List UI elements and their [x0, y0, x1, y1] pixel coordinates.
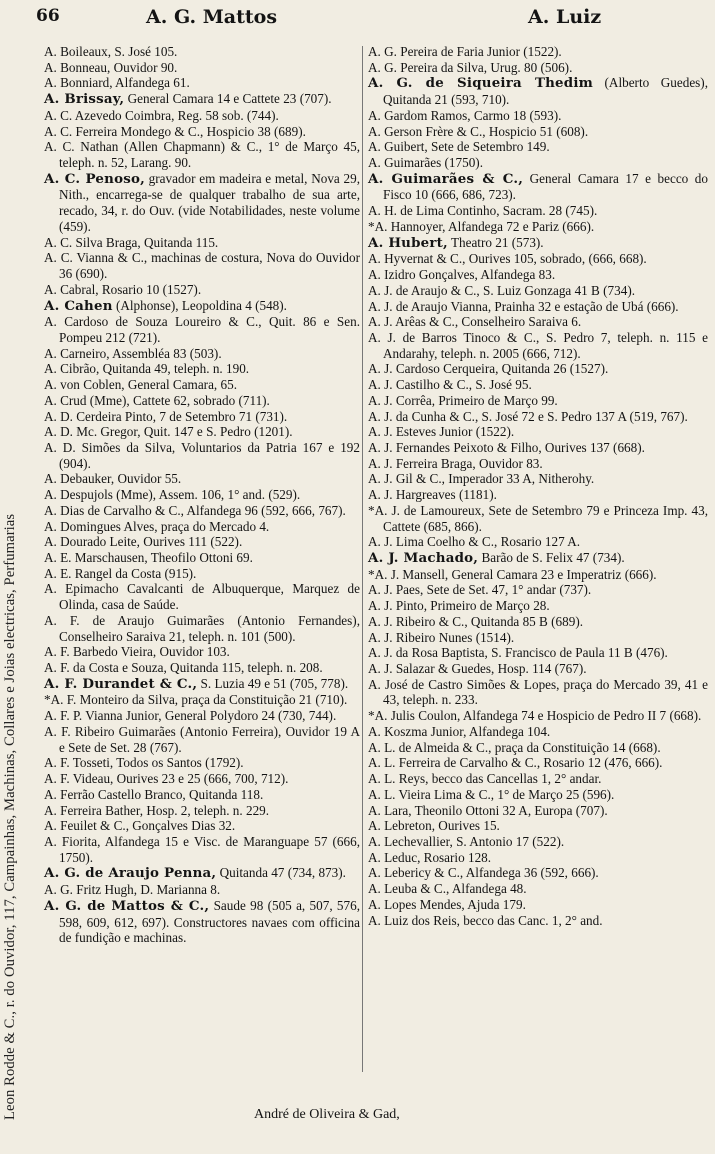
directory-entry — [368, 645, 708, 661]
entry-text: A. J. de Araujo Vianna, Prainha 32 e estação de Ubá (666). — [368, 298, 679, 314]
directory-entry — [368, 361, 708, 377]
directory-entry — [44, 787, 360, 803]
entry-text: A. E. Marschausen, Theofilo Ottoni 69. — [44, 550, 253, 565]
entry-text: A. Bonneau, Ouvidor 90. — [44, 59, 178, 75]
directory-entry — [44, 613, 360, 644]
entry-text: A. C. Vianna & C., machinas de costura, Nova do Ouvidor 36 (690). — [44, 250, 360, 282]
entry-text: A. J. Esteves Junior (1522). — [368, 424, 515, 440]
entry-text: A. Domingues Alves, praça do Mercado 4. — [44, 518, 270, 534]
entry-text: A. F. da Costa e Souza, Quitanda 115, teleph. n. 208. — [44, 660, 323, 676]
directory-entry — [368, 708, 708, 724]
directory-entry — [368, 44, 708, 60]
directory-entry — [44, 60, 360, 76]
directory-entry — [44, 139, 360, 170]
entry-text: A. Gardom Ramos, Carmo 18 (593). — [368, 107, 562, 123]
entry-text: Theatro 21 (573). — [447, 234, 544, 250]
directory-entry — [368, 314, 708, 330]
entry-text: S. Luzia 49 e 51 (705, 778). — [197, 675, 349, 691]
directory-entry — [44, 298, 360, 315]
page-header — [36, 6, 706, 30]
entry-text: A. J. Ribeiro Nunes (1514). — [368, 629, 515, 645]
directory-entry — [44, 692, 360, 708]
directory-entry — [44, 424, 360, 440]
entry-text: A. F. Videau, Ourives 23 e 25 (666, 700, 712). — [44, 771, 289, 787]
directory-entry — [368, 503, 708, 534]
entry-name-bold: A. G. de Mattos & C., — [44, 897, 210, 914]
entry-name-bold: A. G. de Siqueira Thedim — [368, 75, 593, 92]
directory-entry — [44, 834, 360, 865]
directory-entry — [368, 881, 708, 897]
directory-entry — [368, 487, 708, 503]
directory-entry — [368, 139, 708, 155]
entry-text: A. von Coblen, General Camara, 65. — [44, 377, 237, 393]
entry-text: A. Crud (Mme), Cattete 62, sobrado (711). — [44, 392, 270, 408]
vertical-advertisement: Leon Rodde & C., r. do Ouvidor, 117, Campainhas, Machinas, Collares e Joias electricas, Perfumarias — [2, 513, 18, 1120]
directory-entry — [368, 424, 708, 440]
directory-entry — [44, 393, 360, 409]
entry-text: A. D. Cerdeira Pinto, 7 de Setembro 71 (731). — [44, 408, 288, 424]
directory-entry — [368, 235, 708, 252]
entry-text: A. Dias de Carvalho & C., Alfandega 96 (592, 666, 767). — [44, 502, 346, 518]
entry-text: A. J. Hargreaves (1181). — [368, 487, 497, 503]
directory-entry — [44, 250, 360, 281]
directory-entry — [368, 850, 708, 866]
directory-entry — [368, 393, 708, 409]
entry-text: A. H. de Lima Continho, Sacram. 28 (745). — [368, 203, 598, 219]
entry-text: A. Bonniard, Alfandega 61. — [44, 75, 190, 91]
entry-text: A. Ferrão Castello Branco, Quitanda 118. — [44, 786, 264, 802]
directory-entry — [44, 108, 360, 124]
entry-text: A. J. Lima Coelho & C., Rosario 127 A. — [368, 534, 581, 550]
directory-entry — [368, 582, 708, 598]
entry-text: A. J. Castilho & C., S. José 95. — [368, 377, 532, 393]
directory-entry — [368, 550, 708, 567]
entry-text: A. J. Gil & C., Imperador 33 A, Nitherohy. — [368, 471, 595, 487]
directory-entry — [368, 614, 708, 630]
directory-entry — [44, 882, 360, 898]
entry-text: A. Boileaux, S. José 105. — [44, 44, 178, 59]
entry-text: A. Cabral, Rosario 10 (1527). — [44, 281, 202, 297]
entry-text: A. F. Barbedo Vieira, Ouvidor 103. — [44, 644, 230, 660]
entry-text: A. Guimarães (1750). — [368, 155, 483, 171]
footer-advertiser: André de Oliveira & Gad, — [254, 1107, 400, 1122]
entry-text: gravador em madeira e metal, Nova 29, Nith., encarrega-se de qualquer trabalho de sua arte, recado, 34, r. do Ouv. (vide Notabilidades, neste volume (459). — [59, 170, 360, 234]
column-divider — [362, 46, 363, 1072]
entry-text: A. D. Mc. Gregor, Quit. 147 e S. Pedro (1201). — [44, 424, 293, 440]
entry-text: A. Guibert, Sete de Setembro 149. — [368, 139, 550, 155]
entry-text: A. Carneiro, Assembléa 83 (503). — [44, 345, 222, 361]
directory-entry — [44, 91, 360, 108]
directory-entry — [44, 409, 360, 425]
directory-entry — [368, 787, 708, 803]
entry-name-bold: A. J. Machado, — [368, 550, 479, 566]
entry-name-bold: A. G. de Araujo Penna, — [44, 865, 217, 882]
directory-entry — [44, 581, 360, 612]
directory-entry — [44, 724, 360, 755]
entry-text: A. J. da Cunha & C., S. José 72 e S. Pedro 137 A (519, 767). — [368, 408, 688, 424]
directory-entry — [368, 330, 708, 361]
directory-entry — [368, 913, 708, 929]
entry-text: A. J. de Barros Tinoco & C., S. Pedro 7, teleph. n. 115 e Andarahy, teleph. n. 2005 (666, 712). — [368, 329, 708, 361]
directory-entry — [368, 440, 708, 456]
directory-entry — [44, 534, 360, 550]
entry-text: A. J. Corrêa, Primeiro de Março 99. — [368, 392, 558, 408]
entry-text: A. L. de Almeida & C., praça da Constituição 14 (668). — [368, 739, 661, 755]
directory-entry — [44, 771, 360, 787]
entry-text: A. J. Fernandes Peixoto & Filho, Ourives 137 (668). — [368, 439, 645, 455]
entry-text: A. J. Ribeiro & C., Quitanda 85 B (689). — [368, 613, 584, 629]
entry-name-bold: A. C. Penoso, — [44, 170, 145, 187]
directory-entry — [368, 203, 708, 219]
entry-text: A. G. Pereira de Faria Junior (1522). — [368, 44, 562, 59]
directory-entry — [44, 314, 360, 345]
directory-entry — [368, 677, 708, 708]
entry-text: A. G. Pereira da Silva, Urug. 80 (506). — [368, 59, 573, 75]
entry-text: A. José de Castro Simões & Lopes, praça do Mercado 39, 41 e 43, teleph. n. 233. — [368, 676, 708, 708]
directory-entry — [44, 803, 360, 819]
directory-entry — [368, 818, 708, 834]
entry-text: A. Lebericy & C., Alfandega 36 (592, 666). — [368, 865, 599, 881]
directory-entry — [44, 898, 360, 946]
directory-entry — [44, 660, 360, 676]
directory-entry — [368, 471, 708, 487]
directory-entry — [368, 740, 708, 756]
directory-entry — [44, 44, 360, 60]
directory-entry — [44, 865, 360, 882]
directory-entry — [368, 803, 708, 819]
directory-entry — [368, 171, 708, 203]
entry-text: *A. Julis Coulon, Alfandega 74 e Hospicio de Pedro II 7 (668). — [368, 708, 702, 724]
entry-text: *A. F. Monteiro da Silva, praça da Constituição 21 (710). — [44, 692, 348, 708]
directory-entry — [44, 708, 360, 724]
entry-text: A. J. Ferreira Braga, Ouvidor 83. — [368, 455, 543, 471]
directory-entry — [368, 377, 708, 393]
directory-entry — [368, 283, 708, 299]
directory-entry — [368, 124, 708, 140]
entry-text: A. F. de Araujo Guimarães (Antonio Fernandes), Conselheiro Saraiva 21, teleph. n. 101 (500). — [44, 612, 360, 644]
entry-name-bold: A. Hubert, — [368, 234, 448, 251]
directory-entry — [368, 108, 708, 124]
entry-text: A. L. Vieira Lima & C., 1° de Março 25 (596). — [368, 786, 615, 802]
entry-text: (Alberto Guedes), Quitanda 21 (593, 710). — [383, 75, 708, 108]
entry-text: A. Leduc, Rosario 128. — [368, 849, 492, 865]
directory-entry — [368, 567, 708, 583]
directory-entry — [44, 346, 360, 362]
directory-entry — [44, 440, 360, 471]
entry-text: A. G. Fritz Hugh, D. Marianna 8. — [44, 882, 221, 898]
entry-name-bold: A. Guimarães & C., — [368, 170, 524, 187]
entry-text: A. J. Paes, Sete de Set. 47, 1° andar (737). — [368, 582, 592, 598]
entry-name-bold: A. F. Durandet & C., — [44, 675, 198, 692]
directory-entry — [44, 644, 360, 660]
entry-text: A. J. Pinto, Primeiro de Março 28. — [368, 598, 550, 614]
entry-text: A. Ferreira Bather, Hosp. 2, teleph. n. 229. — [44, 802, 270, 818]
directory-entry — [44, 75, 360, 91]
directory-entry — [368, 865, 708, 881]
entry-text: A. L. Reys, becco das Cancellas 1, 2° andar. — [368, 771, 602, 787]
directory-entry — [44, 171, 360, 235]
directory-entry — [44, 361, 360, 377]
left-running-head: A. G. Mattos — [146, 6, 278, 28]
entry-text: A. Debauker, Ouvidor 55. — [44, 471, 182, 487]
entry-text: A. Feuilet & C., Gonçalves Dias 32. — [44, 818, 236, 834]
entry-text: A. J. da Rosa Baptista, S. Francisco de Paula 11 B (476). — [368, 645, 668, 661]
directory-entry — [44, 377, 360, 393]
directory-entry — [368, 60, 708, 76]
directory-entry — [44, 755, 360, 771]
directory-entry — [368, 251, 708, 267]
entry-text: A. D. Simões da Silva, Voluntarios da Patria 167 e 192 (904). — [44, 439, 360, 471]
entry-text: A. C. Ferreira Mondego & C., Hospicio 38 (689). — [44, 123, 306, 139]
entry-text: Barão de S. Felix 47 (734). — [478, 550, 625, 565]
entry-text: General Camara 17 e becco do Fisco 10 (666, 686, 723). — [383, 170, 708, 203]
directory-entry — [44, 676, 360, 693]
directory-entry — [368, 724, 708, 740]
page-number: 66 — [36, 6, 60, 26]
entry-text: General Camara 14 e Cattete 23 (707). — [124, 91, 332, 107]
directory-entry — [44, 124, 360, 140]
entry-text: A. C. Nathan (Allen Chapmann) & C., 1° de Março 45, teleph. n. 52, Larang. 90. — [44, 139, 360, 171]
directory-entry — [368, 534, 708, 550]
entry-text: A. J. Cardoso Cerqueira, Quitanda 26 (1527). — [368, 361, 609, 377]
left-column — [44, 44, 360, 946]
directory-entry — [368, 155, 708, 171]
entry-text: A. Lebreton, Ourives 15. — [368, 818, 500, 834]
directory-entry — [44, 566, 360, 582]
directory-entry — [44, 818, 360, 834]
entry-text: A. J. Arêas & C., Conselheiro Saraiva 6. — [368, 314, 582, 330]
directory-entry — [44, 471, 360, 487]
entry-text: A. Gerson Frère & C., Hospicio 51 (608). — [368, 123, 589, 139]
directory-entry — [368, 267, 708, 283]
entry-text: A. Leuba & C., Alfandega 48. — [368, 881, 527, 897]
right-running-head: A. Luiz — [528, 6, 602, 28]
directory-entry — [368, 409, 708, 425]
directory-entry — [44, 503, 360, 519]
entry-name-bold: A. Cahen — [44, 297, 113, 314]
directory-entry — [368, 771, 708, 787]
directory-entry — [368, 834, 708, 850]
entry-text: A. Luiz dos Reis, becco das Canc. 1, 2° and. — [368, 912, 603, 928]
directory-entry — [44, 235, 360, 251]
entry-text: A. Koszma Junior, Alfandega 104. — [368, 723, 551, 739]
directory-entry — [368, 75, 708, 107]
entry-text: A. F. P. Vianna Junior, General Polydoro 24 (730, 744). — [44, 708, 337, 724]
entry-text: A. F. Tosseti, Todos os Santos (1792). — [44, 755, 244, 771]
entry-text: A. Fiorita, Alfandega 15 e Visc. de Maranguape 57 (666, 1750). — [44, 833, 360, 865]
entry-text: *A. J. Mansell, General Camara 23 e Imperatriz (666). — [368, 566, 657, 582]
directory-entry — [368, 598, 708, 614]
entry-text: A. J. de Araujo & C., S. Luiz Gonzaga 41 B (734). — [368, 282, 636, 298]
entry-text: A. Hyvernat & C., Ourives 105, sobrado, (666, 668). — [368, 251, 647, 267]
entry-text: Saude 98 (505 a, 507, 576, 598, 609, 612, 697). Constructores navaes com officina de fundição e machinas. — [59, 897, 360, 946]
entry-text: A. Izidro Gonçalves, Alfandega 83. — [368, 267, 556, 283]
entry-text: *A. J. de Lamoureux, Sete de Setembro 79 e Princeza Imp. 43, Cattete (685, 866). — [368, 502, 708, 534]
directory-entry — [368, 299, 708, 315]
entry-text: A. Cibrão, Quitanda 49, teleph. n. 190. — [44, 361, 250, 377]
entry-text: A. C. Silva Braga, Quitanda 115. — [44, 234, 219, 250]
entry-text: A. Despujols (Mme), Assem. 106, 1° and. (529). — [44, 487, 301, 503]
directory-entry — [368, 630, 708, 646]
directory-entry — [44, 550, 360, 566]
right-column — [368, 44, 708, 928]
entry-text: A. Lechevallier, S. Antonio 17 (522). — [368, 833, 565, 849]
entry-text: A. Cardoso de Souza Loureiro & C., Quit. 86 e Sen. Pompeu 212 (721). — [44, 314, 360, 345]
directory-entry — [368, 897, 708, 913]
entry-text: A. F. Ribeiro Guimarães (Antonio Ferreira), Ouvidor 19 A e Sete de Set. 28 (767). — [44, 723, 360, 755]
directory-entry — [368, 219, 708, 235]
entry-text: A. C. Azevedo Coimbra, Reg. 58 sob. (744). — [44, 107, 279, 123]
entry-text: A. Epimacho Cavalcanti de Albuquerque, Marquez de Olinda, casa de Saúde. — [44, 581, 360, 613]
entry-text: A. Dourado Leite, Ourives 111 (522). — [44, 534, 243, 550]
entry-text: A. E. Rangel da Costa (915). — [44, 565, 197, 581]
directory-entry — [368, 661, 708, 677]
entry-text: A. Lara, Theonilo Ottoni 32 A, Europa (707). — [368, 802, 608, 818]
entry-text: Quitanda 47 (734, 873). — [216, 865, 346, 881]
entry-text: (Alphonse), Leopoldina 4 (548). — [112, 297, 287, 313]
directory-entry — [368, 755, 708, 771]
directory-entry — [44, 519, 360, 535]
directory-entry — [368, 456, 708, 472]
directory-entry — [44, 487, 360, 503]
entry-name-bold: A. Brissay, — [44, 91, 125, 108]
entry-text: A. L. Ferreira de Carvalho & C., Rosario 12 (476, 666). — [368, 755, 663, 771]
entry-text: A. J. Salazar & Guedes, Hosp. 114 (767). — [368, 661, 587, 677]
directory-entry — [44, 282, 360, 298]
entry-text: A. Lopes Mendes, Ajuda 179. — [368, 896, 526, 912]
entry-text: *A. Hannoyer, Alfandega 72 e Pariz (666). — [368, 218, 595, 234]
